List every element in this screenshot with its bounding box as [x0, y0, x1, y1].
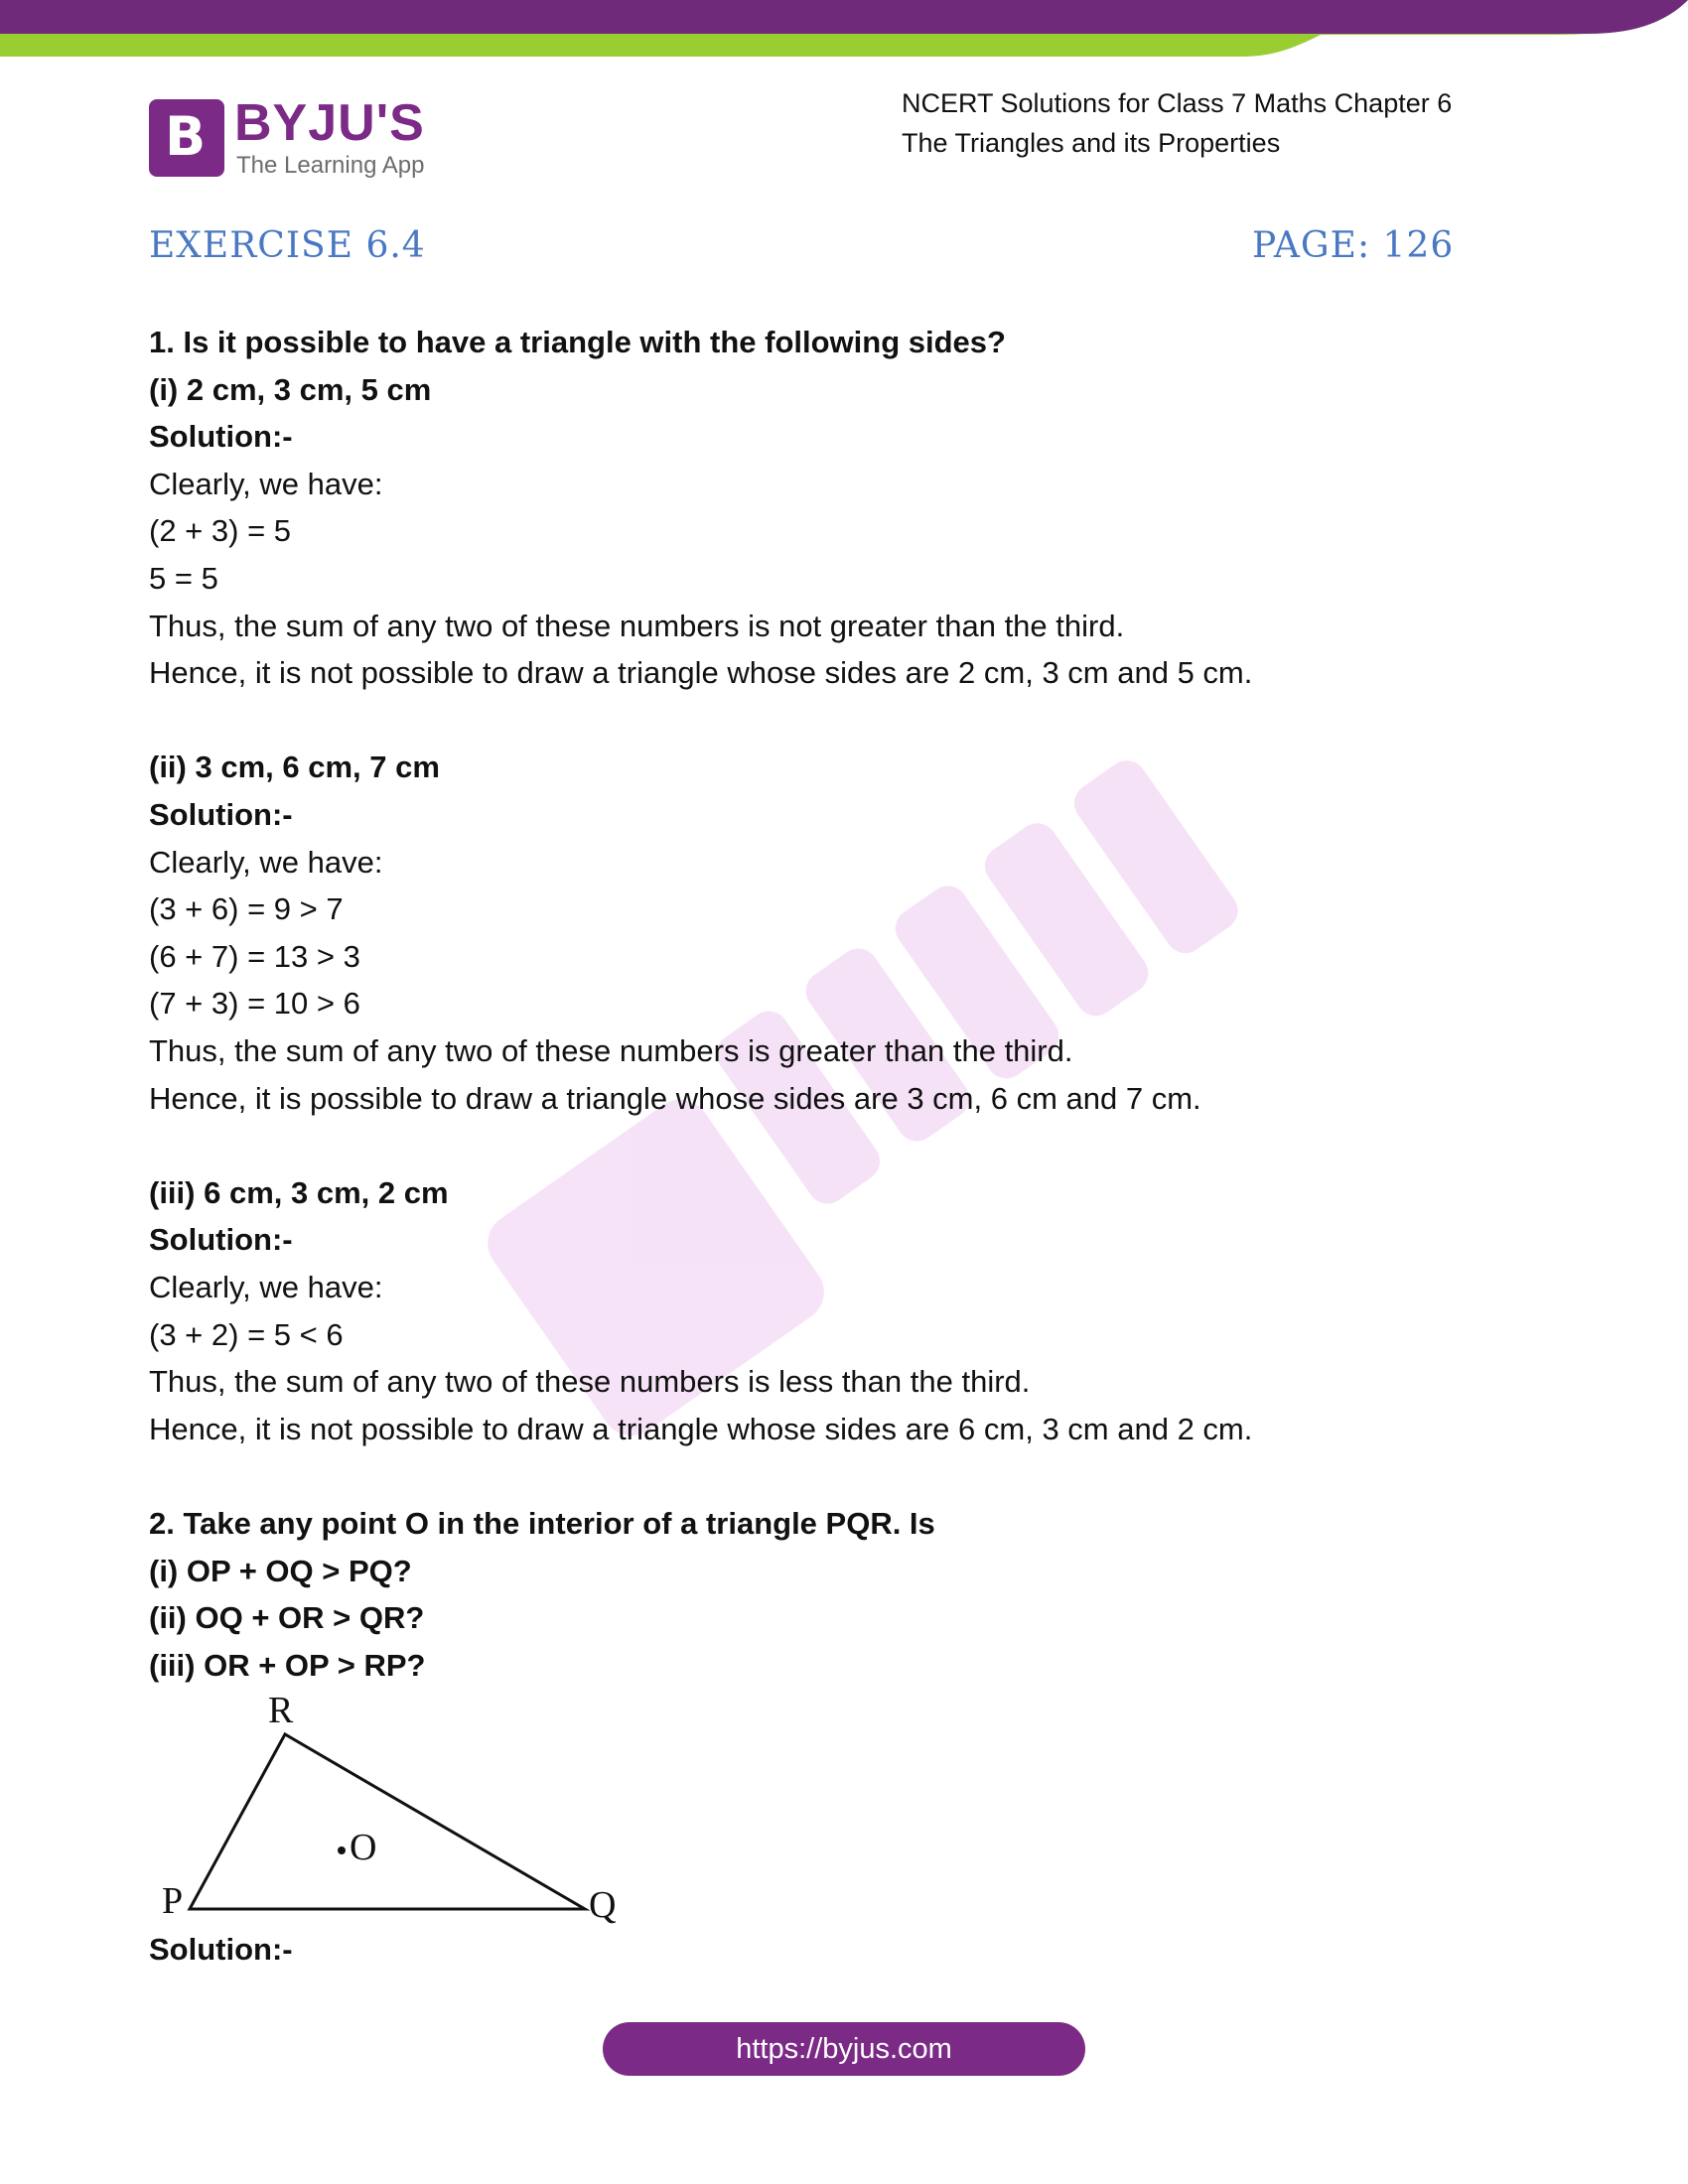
solution-line: (6 + 7) = 13 > 3: [149, 938, 360, 974]
solution-line: Clearly, we have:: [149, 466, 383, 501]
question-line: 2. Take any point O in the interior of a triangle PQR. Is: [149, 1506, 935, 1541]
question-line: (iii) OR + OP > RP?: [149, 1647, 426, 1683]
question-line: Solution:-: [149, 1222, 293, 1258]
document-header: [902, 83, 1452, 163]
label-p: P: [162, 1880, 184, 1922]
header-band: [0, 0, 1688, 60]
question-line: Solution:-: [149, 419, 293, 455]
header-line-1: NCERT Solutions for Class 7 Maths Chapter 6: [902, 88, 1453, 118]
solution-line: Thus, the sum of any two of these numbers is not greater than the third.: [149, 608, 1125, 643]
logo-icon: B: [149, 99, 224, 177]
solution-line: Clearly, we have:: [149, 1270, 383, 1304]
question-line: (ii) 3 cm, 6 cm, 7 cm: [149, 750, 440, 785]
solution-line: Thus, the sum of any two of these numbers is less than the third.: [149, 1364, 1031, 1400]
footer-link[interactable]: https://byjus.com: [603, 2022, 1085, 2076]
solution-line: (3 + 2) = 5 < 6: [149, 1316, 344, 1352]
question-line: (i) OP + OQ > PQ?: [149, 1553, 412, 1588]
solution-line: (3 + 6) = 9 > 7: [149, 891, 344, 927]
solution-line: (7 + 3) = 10 > 6: [149, 986, 360, 1022]
header-line-2: The Triangles and its Properties: [902, 128, 1281, 158]
exercise-title: EXERCISE 6.4: [149, 225, 426, 266]
logo-name: BYJU'S: [234, 94, 425, 152]
solution-line: (2 + 3) = 5: [149, 513, 292, 549]
solution-line: Thus, the sum of any two of these numbers is greater than the third.: [149, 1033, 1073, 1068]
triangle-pqr: [190, 1734, 585, 1909]
solution-line: Hence, it is possible to draw a triangle whose sides are 3 cm, 6 cm and 7 cm.: [149, 1080, 1201, 1116]
question-line: (iii) 6 cm, 3 cm, 2 cm: [149, 1174, 449, 1210]
question-line: 1. Is it possible to have a triangle with the following sides?: [149, 325, 1006, 359]
label-o: O: [350, 1827, 377, 1868]
logo-tagline: The Learning App: [236, 152, 425, 179]
byjus-logo: [149, 94, 437, 181]
question-line: (ii) OQ + OR > QR?: [149, 1600, 425, 1636]
point-o: [338, 1846, 346, 1854]
page-number: PAGE: 126: [1252, 225, 1455, 266]
solution-line: Hence, it is not possible to draw a triangle whose sides are 6 cm, 3 cm and 2 cm.: [149, 1411, 1253, 1446]
solution-line: Hence, it is not possible to draw a triangle whose sides are 2 cm, 3 cm and 5 cm.: [149, 655, 1253, 691]
question-line: Solution:-: [149, 797, 293, 832]
solution-line: 5 = 5: [149, 561, 218, 596]
label-q: Q: [589, 1884, 617, 1926]
solution-heading: Solution:-: [149, 1932, 293, 1967]
solution-line: Clearly, we have:: [149, 844, 383, 880]
question-line: (i) 2 cm, 3 cm, 5 cm: [149, 371, 432, 407]
label-r: R: [268, 1690, 294, 1731]
